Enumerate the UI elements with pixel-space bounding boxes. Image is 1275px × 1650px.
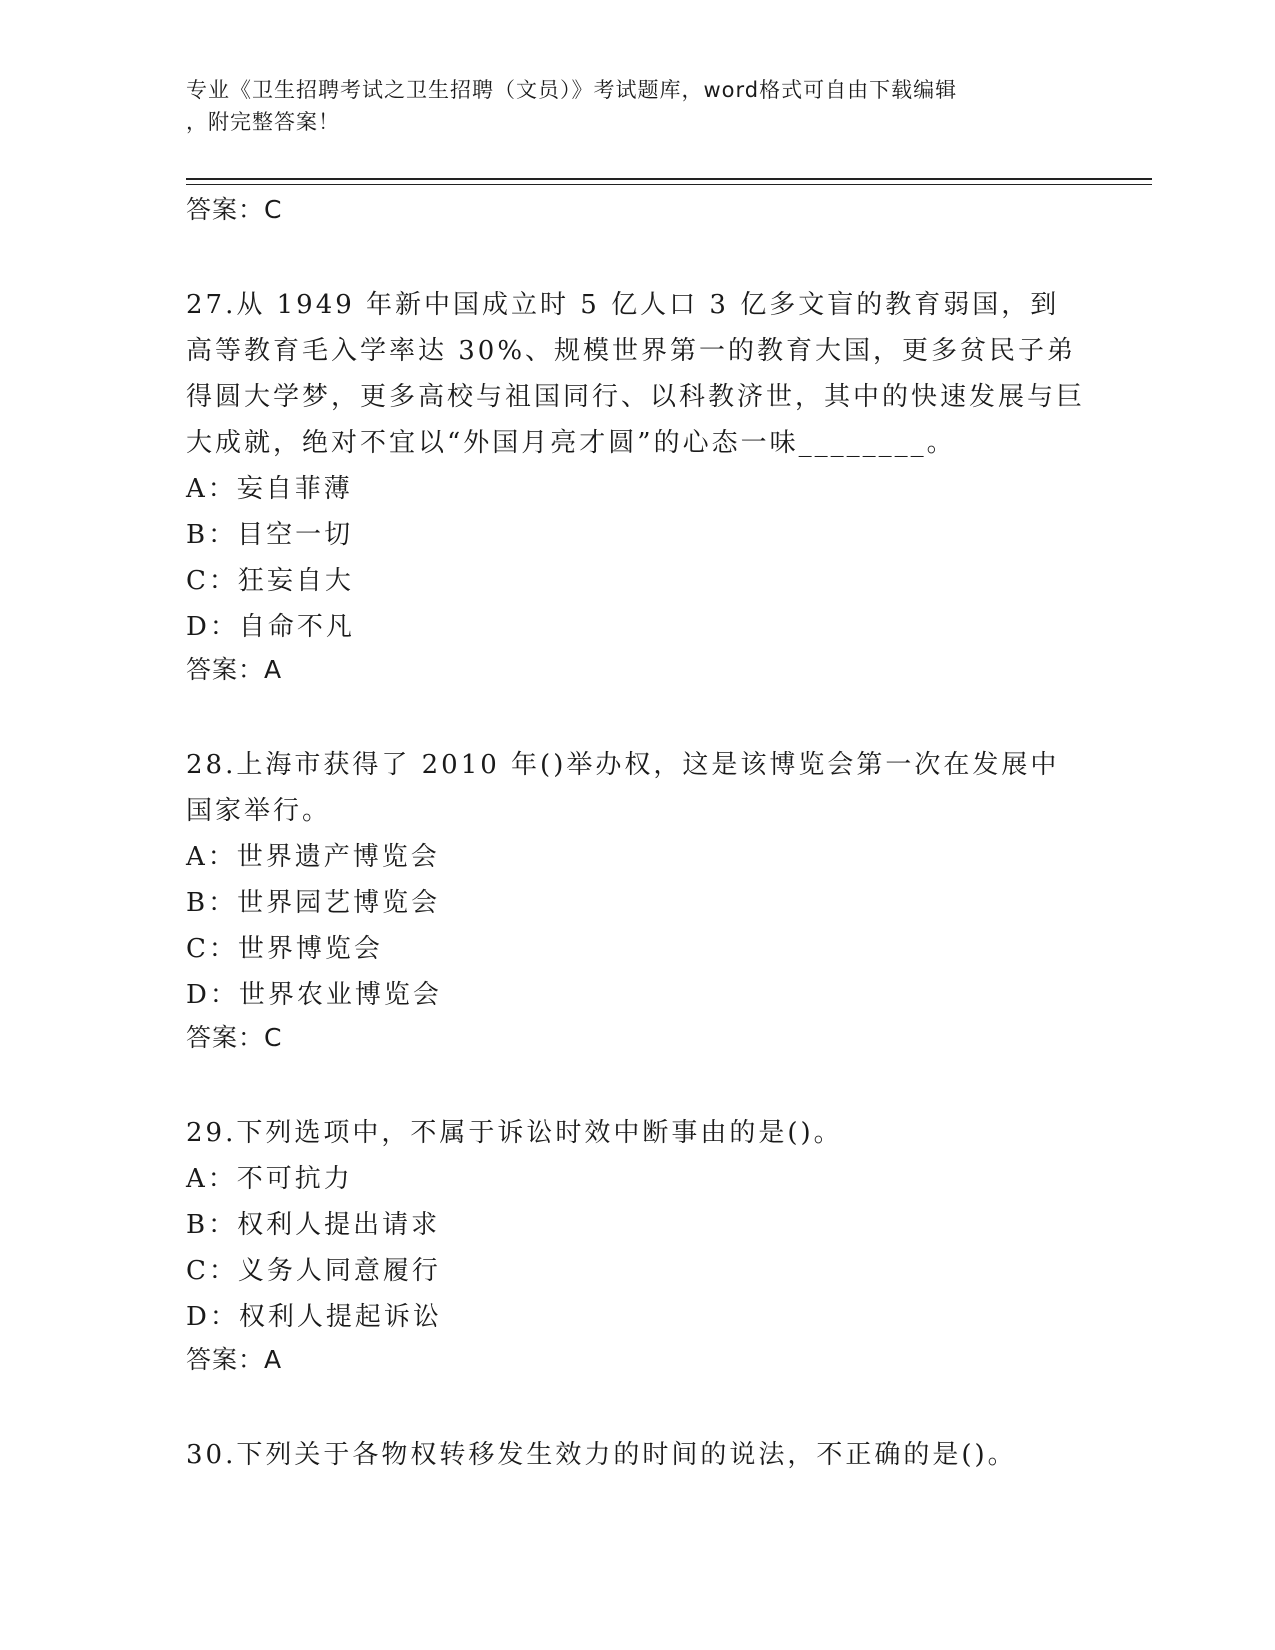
header-divider-thick — [186, 178, 1152, 180]
question-27-answer: 答案：A — [186, 655, 283, 684]
header-divider-thin — [186, 184, 1152, 185]
question-27-option-c: C：狂妄自大 — [186, 566, 354, 596]
question-29-answer: 答案：A — [186, 1345, 283, 1374]
header-line-2: ，附完整答案！ — [186, 110, 340, 134]
question-28-option-b: B：世界园艺博览会 — [186, 888, 441, 918]
question-28-stem: 28.上海市获得了 2010 年()举办权，这是该博览会第一次在发展中国家举行。 — [186, 750, 1060, 826]
question-29-option-d: D：权利人提起诉讼 — [186, 1302, 442, 1332]
question-28-option-c: C：世界博览会 — [186, 934, 383, 964]
question-29-stem: 29.下列选项中，不属于诉讼时效中断事由的是()。 — [186, 1118, 843, 1148]
header-line-1: 专业《卫生招聘考试之卫生招聘（文员）》考试题库，word格式可自由下载编辑 — [186, 78, 958, 102]
question-28-option-a: A：世界遗产博览会 — [186, 842, 440, 872]
question-30-stem: 30.下列关于各物权转移发生效力的时间的说法，不正确的是()。 — [186, 1440, 1017, 1470]
answer-26: 答案：C — [186, 195, 283, 224]
page-header — [186, 74, 1066, 138]
question-29-option-c: C：义务人同意履行 — [186, 1256, 441, 1286]
question-29-option-b: B：权利人提出请求 — [186, 1210, 441, 1240]
question-27-option-d: D：自命不凡 — [186, 612, 355, 642]
question-27-option-b: B：目空一切 — [186, 520, 354, 550]
question-27-stem: 27.从 1949 年新中国成立时 5 亿人口 3 亿多文盲的教育弱国，到高等教育毛入学率达 30%、规模世界第一的教育大国，更多贫民子弟得圆大学梦，更多高校与祖国同行、以科教济世，其中的快速发展与巨大成就，绝对不宜以“外国月亮才圆”的心态一味________。 — [186, 290, 1086, 458]
question-28-option-d: D：世界农业博览会 — [186, 980, 442, 1010]
question-28-answer: 答案：C — [186, 1023, 283, 1052]
question-29-option-a: A：不可抗力 — [186, 1164, 353, 1194]
document-body — [186, 190, 1086, 1478]
question-27-option-a: A：妄自菲薄 — [186, 474, 353, 504]
